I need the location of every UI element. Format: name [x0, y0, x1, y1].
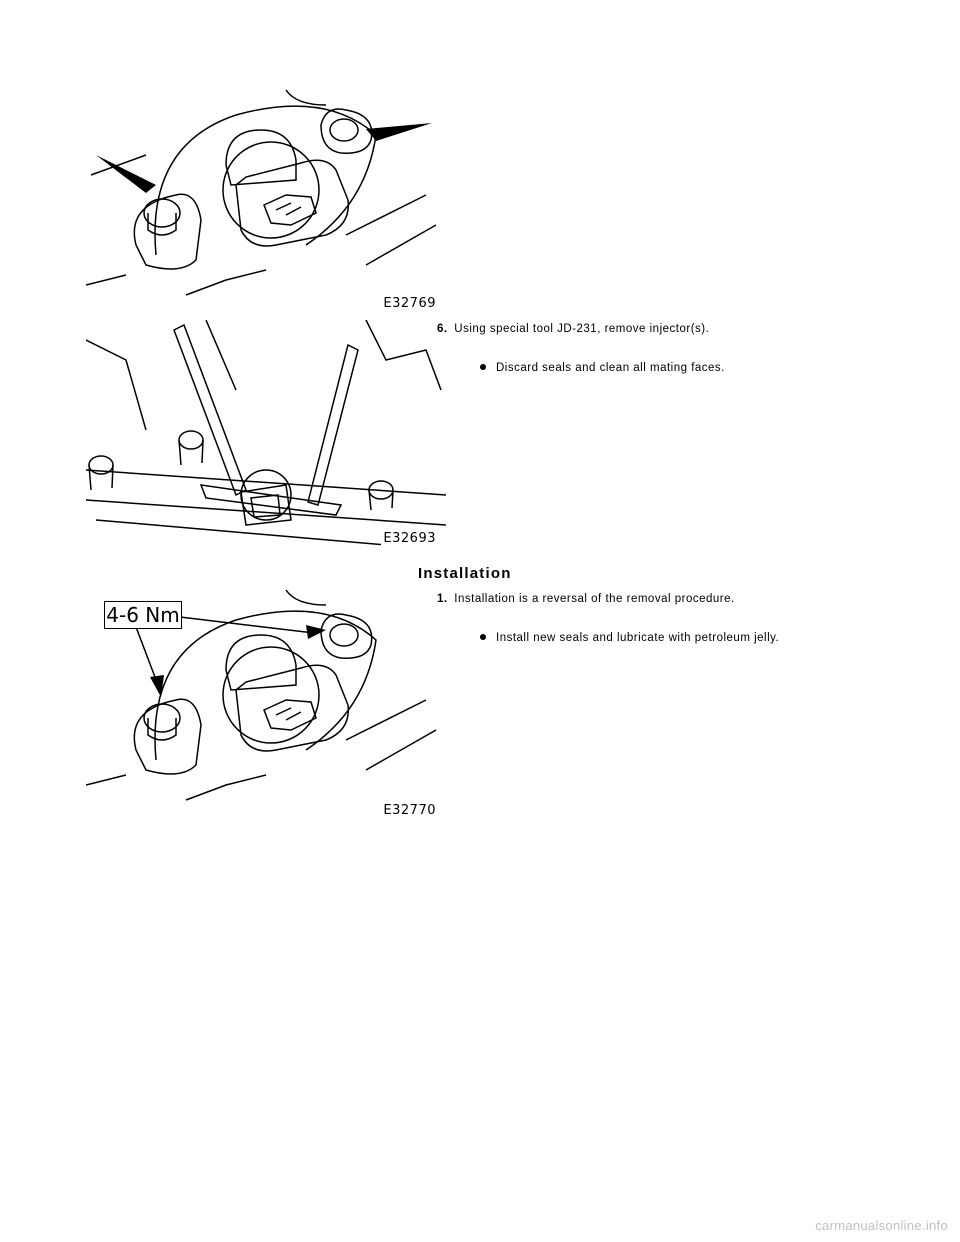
injector-bolts-illustration: [86, 85, 446, 313]
figure-label: E32693: [383, 531, 436, 546]
step-1-bullet: [480, 632, 779, 644]
bullet-icon: [480, 364, 486, 370]
step-number: 6.: [437, 323, 448, 335]
figure-e32769: [86, 85, 446, 313]
figure-e32770: [86, 585, 446, 820]
step-number: 1.: [437, 593, 448, 605]
special-tool-removal-illustration: [86, 320, 446, 548]
step-1: [437, 593, 735, 605]
step-text: Using special tool JD-231, remove injector(s).: [454, 323, 710, 335]
figure-label: E32769: [383, 296, 436, 311]
bullet-text: Discard seals and clean all mating faces.: [496, 362, 725, 374]
step-6: [437, 323, 709, 335]
figure-e32693: [86, 320, 446, 548]
bullet-icon: [480, 634, 486, 640]
figure-label: E32770: [383, 803, 436, 818]
bullet-text: Install new seals and lubricate with petroleum jelly.: [496, 632, 780, 644]
step-6-bullet: [480, 362, 725, 374]
section-title-installation: Installation: [418, 565, 512, 582]
watermark: carmanualsonline.info: [815, 1218, 948, 1233]
step-text: Installation is a reversal of the removal procedure.: [454, 593, 735, 605]
torque-callout: 4-6 Nm: [104, 601, 182, 629]
